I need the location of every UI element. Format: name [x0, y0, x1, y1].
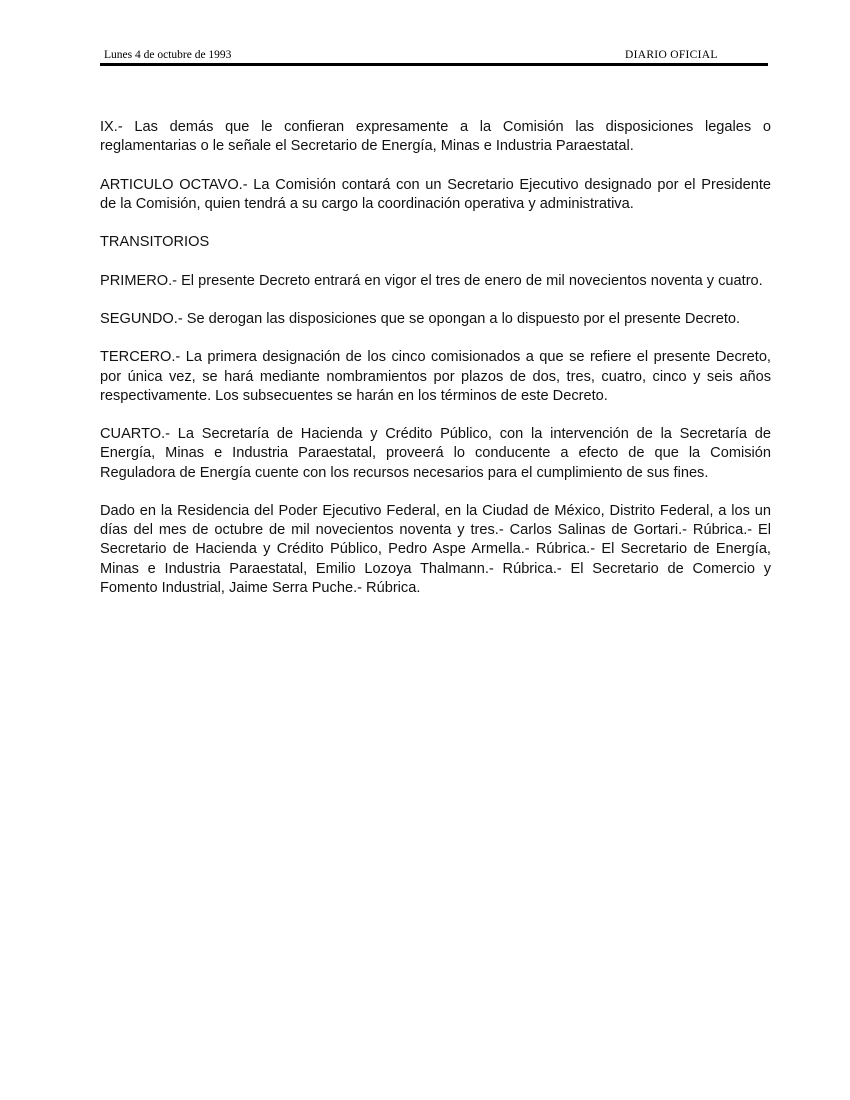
header-publication-name: DIARIO OFICIAL — [625, 49, 718, 61]
paragraph-articulo-octavo: ARTICULO OCTAVO.- La Comisión contará con un Secretario Ejecutivo designado por el Presidente de la Comisión, quien tendrá a su cargo la coordinación operativa y administrativa. — [100, 176, 771, 212]
paragraph-fraccion-ix: IX.- Las demás que le confieran expresamente a la Comisión las disposiciones legales o reglamentarias o le señale el Secretario de Energía, Minas e Industria Paraestatal. — [100, 119, 771, 155]
document-body — [100, 118, 771, 617]
header-rule — [100, 63, 768, 66]
paragraph-signatures: Dado en la Residencia del Poder Ejecutivo Federal, en la Ciudad de México, Distrito Federal, a los un días del mes de octubre de mil novecientos noventa y tres.- Carlos Salinas de Gortari.- Rúbrica.- El Secretario de Hacienda y Crédito Público, Pedro Aspe Armella.- Rúbrica.- El Secretario de Energía, Minas e Industria Paraestatal, Emilio Lozoya Thalmann.- Rúbrica.- El Secretario de Comercio y Fomento Industrial, Jaime Serra Puche.- Rúbrica. — [100, 502, 771, 596]
paragraph-segundo: SEGUNDO.- Se derogan las disposiciones que se opongan a lo dispuesto por el presente Decreto. — [100, 310, 741, 327]
section-heading-transitorios: TRANSITORIOS — [100, 234, 210, 251]
paragraph-primero: PRIMERO.- El presente Decreto entrará en vigor el tres de enero de mil novecientos noventa y cuatro. — [100, 272, 763, 289]
paragraph-cuarto: CUARTO.- La Secretaría de Hacienda y Crédito Público, con la intervención de la Secretaría de Energía, Minas e Industria Paraestatal, proveerá lo conducente a efecto de que la Comisión Reguladora de Energía cuente con los recursos necesarios para el cumplimiento de sus fines. — [100, 426, 771, 481]
header-date: Lunes 4 de octubre de 1993 — [104, 49, 232, 61]
paragraph-tercero: TERCERO.- La primera designación de los cinco comisionados a que se refiere el presente Decreto, por única vez, se hará mediante nombramientos por plazos de dos, tres, cuatro, cinco y seis años respectivamente. Los subsecuentes se harán en los términos de este Decreto. — [100, 349, 771, 404]
